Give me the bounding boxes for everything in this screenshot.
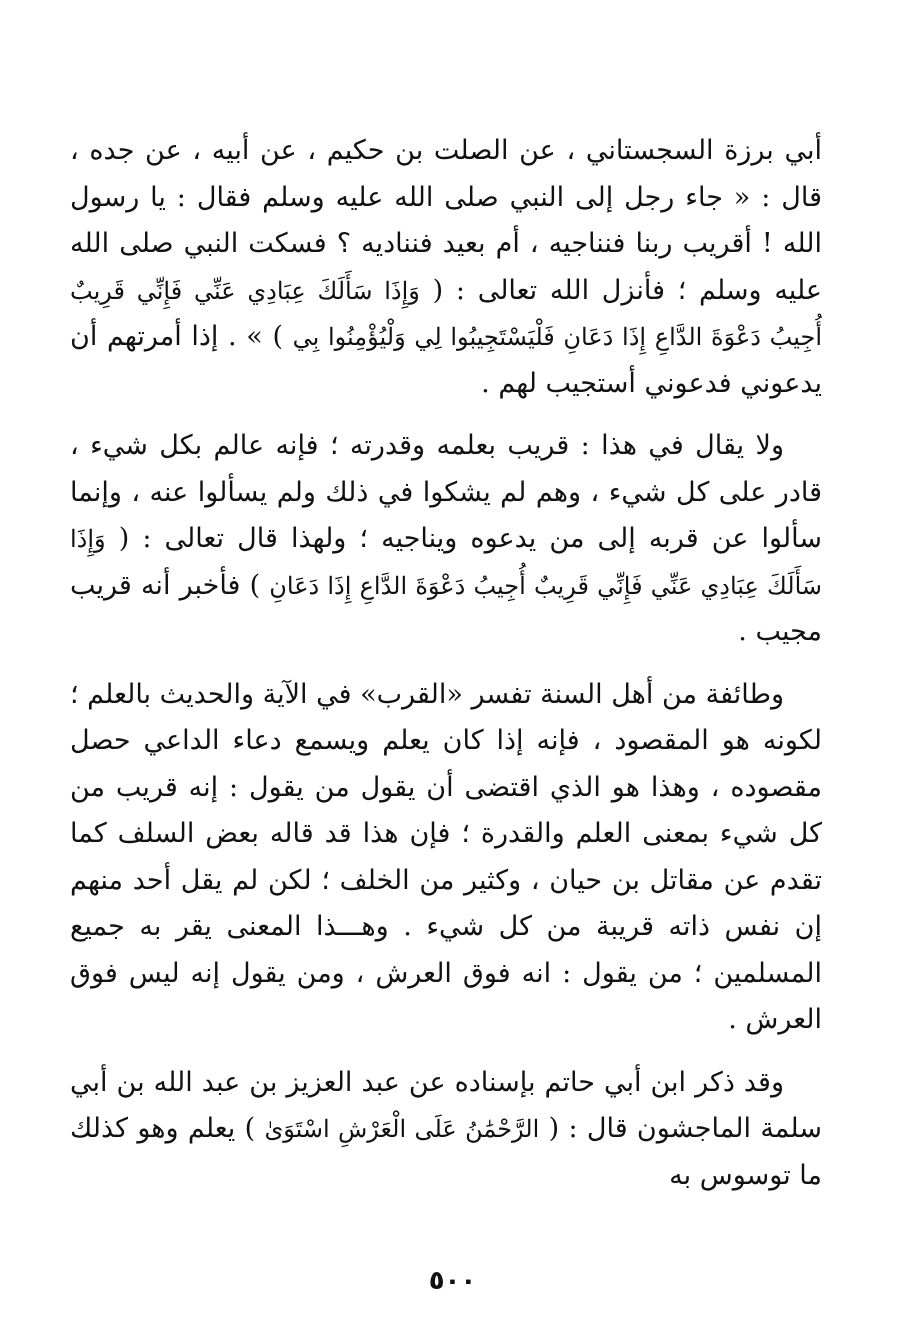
paragraph-3-text: وطائفة من أهل السنة تفسر «القرب» في الآية والحديث بالعلم ؛ لكونه هو المقصود ، فإنه إذا كان يعلم ويسمع دعاء الداعي حصل مقصوده ، وهذا هو الذي اقتضى أن يقول من يقول : إنه قريب من كل شيء بمعنى العلم والقدرة ؛ فإن هذا قد قاله بعض السلف كما تقدم عن مقاتل بن حيان ، وكثير من الخلف ؛ لكن لم يقل أحد منهم إن نفس ذاته قريبة من كل شيء . وهـــذا المعنى يقر به جميع المسلمين ؛ من يقول : انه فوق العرش ، ومن يقول إنه ليس فوق العرش .	[70, 678, 822, 1035]
paragraph-3	[70, 672, 822, 1044]
paragraph-4-tail: ) يعلم وهو كذلك ما توسوس به	[70, 1113, 822, 1191]
paragraph-1-text: أبي برزة السجستاني ، عن الصلت بن حكيم ، عن أبيه ، عن جده ، قال : « جاء رجل إلى النبي صلى الله عليه وسلم فقال : يا رسول الله ! أقريب ربنا فنناجيه ، أم بعيد فنناديه ؟ فسكت النبي صلى الله عليه وسلم ؛ فأنزل الله تعالى : (	[70, 135, 823, 306]
page-number: ٥٠٠	[428, 1266, 477, 1296]
quran-verse-2: وَإِذَا سَأَلَكَ عِبَادِي عَنِّي فَإِنِّي قَرِيبٌ أُجِيبُ دَعْوَةَ الدَّاعِ إِذَا دَعَانِ	[70, 525, 822, 600]
paragraph-1-tail: ) » . إذا أمرتهم أن يدعوني فدعوني أستجيب لهم .	[70, 321, 822, 399]
paragraph-2	[70, 423, 822, 656]
quran-verse-3: الرَّحْمَٰنُ عَلَى الْعَرْشِ اسْتَوَىٰ	[264, 1115, 540, 1143]
quran-verse-1: وَإِذَا سَأَلَكَ عِبَادِي عَنِّي فَإِنِّي قَرِيبٌ أُجِيبُ دَعْوَةَ الدَّاعِ إِذَا دَعَانِ فَلْيَسْتَجِيبُوا لِي وَلْيُؤْمِنُوا بِي	[70, 276, 822, 351]
paragraph-2-text: ولا يقال في هذا : قريب بعلمه وقدرته ؛ فإنه عالم بكل شيء ، قادر على كل شيء ، وهم لم يشكوا في ذلك ولم يسألوا عنه ، وإنما سألوا عن قربه إلى من يدعوه ويناجيه ؛ ولهذا قال تعالى : (	[70, 430, 822, 554]
paragraph-4	[70, 1060, 822, 1200]
paragraph-4-text: وقد ذكر ابن أبي حاتم بإسناده عن عبد العزيز بن عبد الله بن أبي سلمة الماجشون قال : (	[70, 1066, 822, 1144]
paragraph-2-tail: ) فأخبر أنه قريب مجيب .	[70, 569, 822, 647]
paragraph-1	[70, 128, 822, 407]
page-body	[70, 128, 822, 1199]
